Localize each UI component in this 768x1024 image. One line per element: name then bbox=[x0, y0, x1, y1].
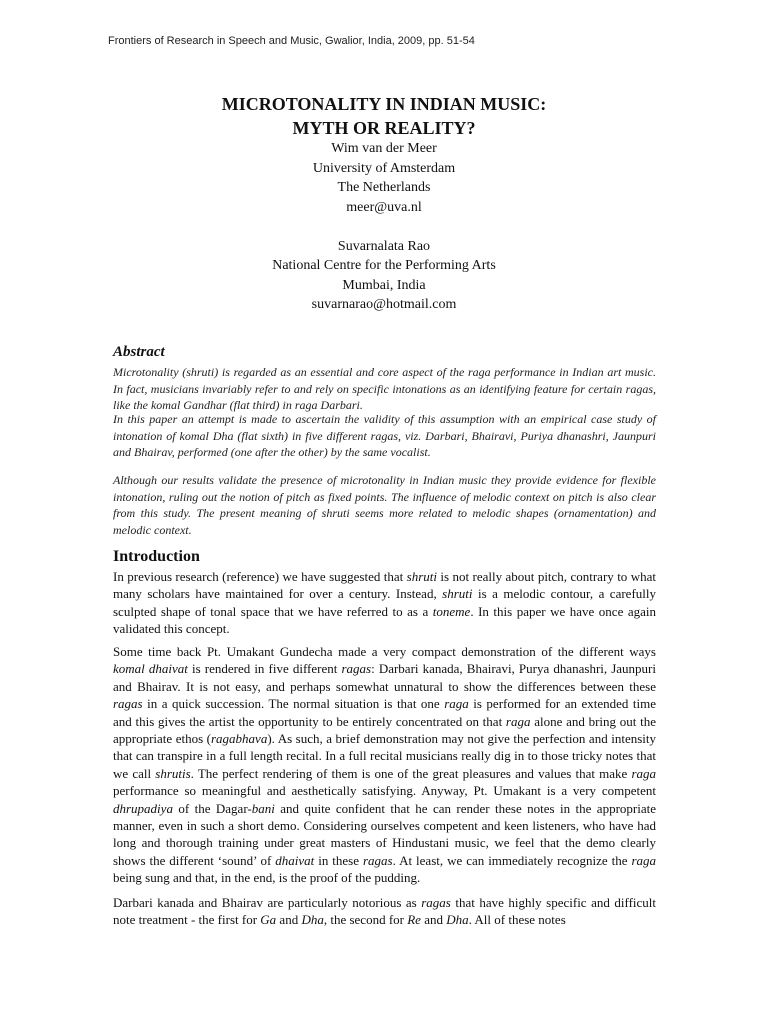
paper-title-line-2: MYTH OR REALITY? bbox=[292, 118, 476, 138]
author-1-location: The Netherlands bbox=[337, 180, 431, 195]
abstract-heading: Abstract bbox=[113, 344, 165, 360]
introduction-paragraph-2: Some time back Pt. Umakant Gundecha made a very compact demonstration of the different ways komal dhaivat is rendered in five different ragas: Darbari kanada, Bhairavi, Purya dhanashri, Jaunpuri and Bhairav. It is not easy, and perhaps somewhat unnatural to show the differences between these ragas in a quick succession. The normal situation is that one raga is performed for an extended time and this gives the artist the opportunity to be entirely concentrated on that raga alone and bring out the appropriate ethos (ragabhava). As such, a brief demonstration may not give the perfection and intensity that can transpire in a full length recital. In a full recital musicians really dig in to those tricky notes that we call shrutis. The perfect rendering of them is one of the great pleasures and values that make raga performance so meaningful and aesthetically satisfying. Anyway, Pt. Umakant is a very competent dhrupadiya of the Dagar-bani and quite confident that he can render these notes in the appropriate manner, even in such a short demo. Considering ourselves competent and keen listeners, who have had long and thorough training under great masters of Hindustani music, we feel that the demo clearly shows the different ‘sound’ of dhaivat in these ragas. At least, we can immediately recognize the raga being sung and that, in the end, is the proof of the pudding. bbox=[113, 644, 657, 886]
author-2-affiliation: National Centre for the Performing Arts bbox=[272, 258, 496, 273]
author-2-email[interactable]: suvarnarao@hotmail.com bbox=[311, 297, 457, 312]
introduction-paragraph-3: Darbari kanada and Bhairav are particularly notorious as ragas that have highly specific and difficult note treatment - the first for Ga and Dha, the second for Re and Dha. All of these notes bbox=[113, 895, 657, 928]
paper-title-line-1: MICROTONALITY IN INDIAN MUSIC: bbox=[221, 94, 547, 114]
author-1-name: Wim van der Meer bbox=[331, 141, 437, 156]
author-2-name: Suvarnalata Rao bbox=[337, 238, 431, 254]
introduction-paragraph-1: In previous research (reference) we have suggested that shruti is not really about pitch, contrary to what many scholars have maintained for over a century. Instead, shruti is a melodic contour, a carefully sculpted shape of tonal space that we have referred to as a toneme. In this paper we have once again validated this concept. bbox=[113, 569, 657, 637]
abstract-paragraph-3: Although our results validate the presence of microtonality in Indian music they provide evidence for flexible intonation, ruling out the notion of pitch as fixed points. The influence of melodic context on pitch is also clear from this study. The present meaning of shruti seems more related to melodic shapes (ornamentation) and melodic context. bbox=[113, 473, 656, 537]
author-2-location: Mumbai, India bbox=[342, 277, 426, 293]
author-1-email[interactable]: meer@uva.nl bbox=[346, 199, 422, 215]
introduction-heading: Introduction bbox=[113, 548, 200, 565]
abstract-paragraph-1: Microtonality (shruti) is regarded as an essential and core aspect of the raga performance in Indian art music. In fact, musicians invariably refer to and rely on specific intonations as an identifying feature for certain ragas, like the komal Gandhar (flat third) in raga Darbari. bbox=[113, 365, 656, 412]
abstract-paragraph-2: In this paper an attempt is made to ascertain the validity of this assumption with an empirical case study of intonation of komal Dha (flat sixth) in five different ragas, viz. Darbari, Bhairavi, Puriya dhanashri, Jaunpuri and Bhairav, performed (one after the other) by the same vocalist. bbox=[113, 412, 656, 459]
running-header: Frontiers of Research in Speech and Music, Gwalior, India, 2009, pp. 51-54 bbox=[108, 35, 475, 47]
author-1-affiliation: University of Amsterdam bbox=[312, 160, 456, 176]
